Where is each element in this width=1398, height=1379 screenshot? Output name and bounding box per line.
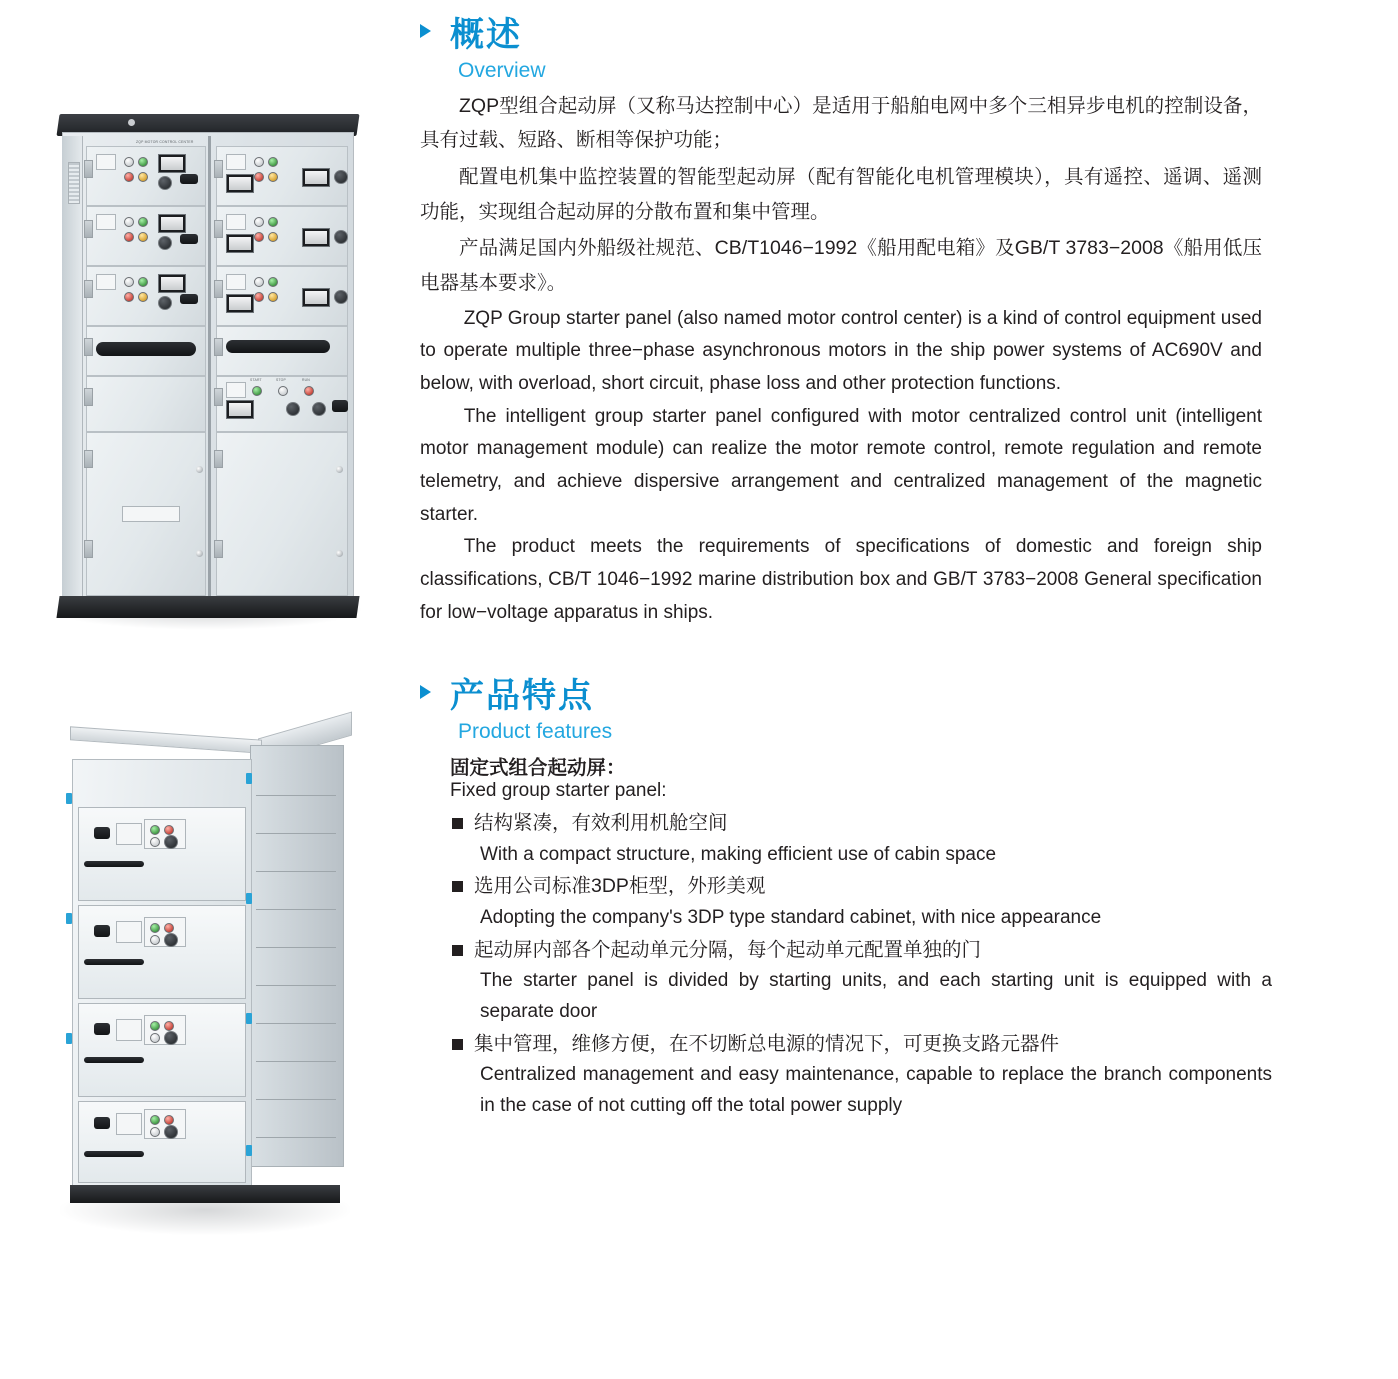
door-lock-knob[interactable] bbox=[196, 466, 203, 473]
cabinet-nameplate: ZQP MOTOR CONTROL CENTER bbox=[136, 140, 194, 144]
ammeter-face bbox=[229, 403, 251, 416]
feature-text-en: Adopting the company's 3DP type standard cabinet, with nice appearance bbox=[480, 906, 1102, 928]
panel-seam bbox=[256, 947, 336, 948]
indicator-lamp-red bbox=[254, 172, 264, 182]
feature-text-cn-wrapper bbox=[412, 1029, 1272, 1061]
door-hinge bbox=[214, 160, 223, 178]
unit-control-label-run: RUN bbox=[302, 378, 310, 382]
selector-switch[interactable] bbox=[158, 176, 172, 190]
ammeter-face bbox=[305, 231, 327, 244]
section-heading-product-features bbox=[412, 675, 1272, 718]
feature-text-cn: 选用公司标准3DP柜型，外形美观 bbox=[474, 875, 766, 898]
indicator-lamp-amber bbox=[268, 232, 278, 242]
indicator-lamp-red bbox=[164, 923, 174, 933]
indicator-lamp-red bbox=[124, 232, 134, 242]
latch-clip[interactable] bbox=[246, 773, 252, 784]
indicator-lamp-white bbox=[150, 1127, 160, 1137]
feature-text-cn: 起动屏内部各个起动单元分隔，每个起动单元配置单独的门 bbox=[474, 938, 982, 961]
unit-control-label-start: START bbox=[250, 378, 262, 382]
ventilation-louver bbox=[68, 162, 80, 204]
unit-label-plate bbox=[226, 274, 246, 290]
features-subtitle-en: Fixed group starter panel: bbox=[450, 779, 667, 801]
feature-text-cn-wrapper bbox=[412, 935, 1272, 967]
indicator-lamp-green bbox=[268, 217, 278, 227]
cabinet-base-plinth bbox=[70, 1185, 340, 1203]
feature-text-cn-wrapper bbox=[412, 871, 1272, 903]
indicator-lamp-red bbox=[164, 1021, 174, 1031]
indicator-lamp-white bbox=[150, 935, 160, 945]
latch-clip[interactable] bbox=[66, 913, 72, 924]
panel-seam bbox=[256, 1023, 336, 1024]
feature-text-cn: 结构紧凑，有效利用机舱空间 bbox=[474, 811, 728, 834]
panel-seam bbox=[256, 1061, 336, 1062]
indicator-lamp-green bbox=[138, 277, 148, 287]
selector-switch[interactable] bbox=[164, 1125, 178, 1139]
door-hinge bbox=[214, 338, 223, 356]
indicator-lamp-white bbox=[124, 277, 134, 287]
section-overview bbox=[412, 14, 1272, 629]
square-bullet-icon bbox=[452, 818, 463, 829]
paragraph-cn: 产品满足国内外船级社规范、CB/T1046−1992《船用配电箱》及GB/T 3783−2008《船用低压电器基本要求》。 bbox=[420, 237, 1262, 295]
unit-label-plate bbox=[226, 214, 246, 230]
indicator-lamp-amber bbox=[138, 172, 148, 182]
selector-switch[interactable] bbox=[286, 402, 300, 416]
ammeter-face bbox=[229, 237, 251, 250]
door-lock-knob[interactable] bbox=[336, 550, 343, 557]
selector-switch[interactable] bbox=[158, 236, 172, 250]
ammeter bbox=[158, 154, 186, 173]
breaker-handle[interactable] bbox=[94, 925, 110, 937]
paragraph-cn: 配置电机集中监控装置的智能型起动屏（配有智能化电机管理模块），具有遥控、遥调、遥测功能，实现组合起动屏的分散布置和集中管理。 bbox=[420, 165, 1262, 223]
panel-seam bbox=[256, 833, 336, 834]
feature-text-en: Centralized management and easy maintenance, capable to replace the branch components in the case of not cutting off the total power supply bbox=[480, 1064, 1272, 1117]
selector-switch[interactable] bbox=[164, 1031, 178, 1045]
indicator-lamp-red bbox=[124, 172, 134, 182]
indicator-lamp-white bbox=[254, 277, 264, 287]
ammeter bbox=[226, 400, 254, 419]
figure-column bbox=[0, 0, 400, 1379]
square-bullet-icon bbox=[452, 1039, 463, 1050]
unit-label-plate bbox=[96, 214, 116, 230]
indicator-lamp-white bbox=[254, 217, 264, 227]
ammeter-face bbox=[305, 291, 327, 304]
unit-label-plate bbox=[96, 274, 116, 290]
latch-clip[interactable] bbox=[246, 893, 252, 904]
panel-seam bbox=[256, 871, 336, 872]
paragraph-en: The intelligent group starter panel configured with motor centralized control unit (intelligent motor management module) can realize the motor remote control, remote regulation and remote telemetry, and achieve dispersive arrangement and centralized management of the magnetic starter. bbox=[420, 405, 1262, 525]
breaker-handle[interactable] bbox=[180, 294, 198, 304]
unit-label-plate bbox=[116, 921, 142, 943]
indicator-lamp-green bbox=[150, 1021, 160, 1031]
indicator-lamp-green bbox=[150, 1115, 160, 1125]
latch-clip[interactable] bbox=[246, 1145, 252, 1156]
indicator-lamp-amber bbox=[268, 172, 278, 182]
feature-item bbox=[412, 871, 1272, 933]
indicator-lamp-red bbox=[124, 292, 134, 302]
feature-item bbox=[412, 935, 1272, 1028]
selector-switch[interactable] bbox=[334, 230, 348, 244]
indicator-lamp-amber bbox=[138, 232, 148, 242]
indicator-lamp-red bbox=[254, 292, 264, 302]
unit-label-plate bbox=[226, 154, 246, 170]
door-pull-handle[interactable] bbox=[84, 1057, 144, 1063]
door-hinge bbox=[84, 540, 93, 558]
overview-body bbox=[412, 89, 1272, 630]
breaker-handle[interactable] bbox=[180, 174, 198, 184]
feature-text-cn: 集中管理，维修方便，在不切断总电源的情况下，可更换支路元器件 bbox=[474, 1032, 1060, 1055]
door-hinge bbox=[214, 388, 223, 406]
cabinet-roof-front bbox=[70, 726, 262, 753]
indicator-lamp-white bbox=[150, 1033, 160, 1043]
ammeter bbox=[302, 168, 330, 187]
door-hinge bbox=[84, 280, 93, 298]
unit-label-plate bbox=[116, 1113, 142, 1135]
selector-switch[interactable] bbox=[334, 290, 348, 304]
door-pull-handle[interactable] bbox=[84, 1151, 144, 1157]
cable-compartment-door[interactable] bbox=[216, 432, 348, 596]
unit-label-plate bbox=[116, 1019, 142, 1041]
door-hinge bbox=[84, 388, 93, 406]
door-hinge bbox=[214, 450, 223, 468]
selector-switch[interactable] bbox=[164, 933, 178, 947]
ammeter-face bbox=[305, 171, 327, 184]
unit-label-plate bbox=[226, 382, 246, 398]
unit-label-plate bbox=[116, 823, 142, 845]
door-pull-handle[interactable] bbox=[84, 861, 144, 867]
section-title-en: Product features bbox=[458, 719, 613, 743]
indicator-lamp-amber bbox=[268, 292, 278, 302]
selector-switch[interactable] bbox=[312, 402, 326, 416]
cabinet-base-plinth bbox=[56, 596, 359, 618]
selector-switch[interactable] bbox=[164, 835, 178, 849]
panel-seam bbox=[256, 1137, 336, 1138]
ammeter bbox=[226, 174, 254, 193]
latch-clip[interactable] bbox=[246, 1013, 252, 1024]
breaker-handle[interactable] bbox=[332, 400, 348, 412]
feature-item bbox=[412, 1029, 1272, 1122]
figure-group-starter-panel-perspective bbox=[60, 715, 350, 1245]
unit-control-label-stop: STOP bbox=[276, 378, 286, 382]
door-lock-knob[interactable] bbox=[196, 550, 203, 557]
identification-plate bbox=[122, 506, 180, 522]
door-lock-knob[interactable] bbox=[336, 466, 343, 473]
paragraph-en: ZQP Group starter panel (also named motor control center) is a kind of control equipment used to operate multiple three−phase asynchronous motors in the ship power systems of AC690V and below, with overload, short circuit, phase loss and other protection functions. bbox=[420, 307, 1262, 395]
square-bullet-icon bbox=[452, 881, 463, 892]
starter-unit-door[interactable] bbox=[86, 376, 206, 432]
panel-seam bbox=[256, 985, 336, 986]
indicator-lamp-white bbox=[124, 217, 134, 227]
indicator-lamp-red bbox=[304, 386, 314, 396]
ammeter-face bbox=[229, 177, 251, 190]
ammeter bbox=[302, 288, 330, 307]
door-hinge bbox=[84, 338, 93, 356]
section-heading-overview bbox=[412, 14, 1272, 57]
cabinet-side-panel bbox=[62, 136, 83, 600]
ammeter-face bbox=[161, 217, 183, 230]
indicator-lamp-white bbox=[150, 837, 160, 847]
door-pull-handle[interactable] bbox=[96, 342, 196, 356]
breaker-handle[interactable] bbox=[94, 1023, 110, 1035]
indicator-lamp-red bbox=[164, 1115, 174, 1125]
ammeter-face bbox=[161, 277, 183, 290]
indicator-lamp-white bbox=[124, 157, 134, 167]
door-hinge bbox=[214, 280, 223, 298]
panel-seam bbox=[256, 795, 336, 796]
selector-switch[interactable] bbox=[158, 296, 172, 310]
features-subtitle-cn: 固定式组合起动屏： bbox=[450, 756, 626, 779]
triangle-bullet-icon bbox=[420, 685, 431, 699]
indicator-lamp-green bbox=[268, 277, 278, 287]
cabinet-center-divider bbox=[208, 136, 211, 600]
selector-switch[interactable] bbox=[334, 170, 348, 184]
square-bullet-icon bbox=[452, 945, 463, 956]
indicator-lamp-green bbox=[138, 217, 148, 227]
indicator-lamp-white bbox=[278, 386, 288, 396]
door-hinge bbox=[84, 220, 93, 238]
indicator-lamp-red bbox=[254, 232, 264, 242]
ammeter bbox=[226, 294, 254, 313]
paragraph-en: The product meets the requirements of specifications of domestic and foreign ship classifications, CB/T 1046−1992 marine distribution box and GB/T 3783−2008 General specification for low−voltage apparatus in ships. bbox=[420, 536, 1262, 623]
content-column bbox=[412, 0, 1272, 1123]
indicator-lamp-red bbox=[164, 825, 174, 835]
ammeter bbox=[158, 214, 186, 233]
breaker-handle[interactable] bbox=[180, 234, 198, 244]
section-title-cn: 产品特点 bbox=[450, 677, 594, 716]
paragraph-cn: ZQP型组合起动屏（又称马达控制中心）是适用于船舶电网中多个三相异步电机的控制设备，具有过载、短路、断相等保护功能； bbox=[420, 94, 1262, 152]
door-hinge bbox=[214, 540, 223, 558]
feature-item bbox=[412, 808, 1272, 870]
indicator-lamp-green bbox=[138, 157, 148, 167]
cabinet-side-wall bbox=[250, 745, 344, 1167]
section-product-features bbox=[412, 675, 1272, 1121]
indicator-lamp-green bbox=[268, 157, 278, 167]
door-pull-handle[interactable] bbox=[226, 340, 330, 353]
section-title-cn: 概述 bbox=[450, 16, 522, 54]
breaker-handle[interactable] bbox=[94, 1117, 110, 1129]
feature-text-cn-wrapper bbox=[412, 808, 1272, 840]
feature-text-en: The starter panel is divided by starting units, and each starting unit is equipped with a separate door bbox=[480, 970, 1272, 1022]
section-title-en: Overview bbox=[458, 58, 546, 82]
door-hinge bbox=[84, 450, 93, 468]
indicator-lamp-white bbox=[254, 157, 264, 167]
panel-seam bbox=[256, 909, 336, 910]
triangle-bullet-icon bbox=[420, 24, 431, 38]
breaker-handle[interactable] bbox=[94, 827, 110, 839]
ammeter-face bbox=[229, 297, 251, 310]
ammeter-face bbox=[161, 157, 183, 170]
feature-text-en: With a compact structure, making efficient use of cabin space bbox=[480, 843, 997, 865]
ammeter bbox=[302, 228, 330, 247]
indicator-lamp-green bbox=[150, 825, 160, 835]
door-hinge bbox=[84, 160, 93, 178]
unit-label-plate bbox=[96, 154, 116, 170]
door-hinge bbox=[214, 220, 223, 238]
indicator-lamp-amber bbox=[138, 292, 148, 302]
indicator-lamp-green bbox=[150, 923, 160, 933]
cabinet-top-bolt bbox=[128, 119, 135, 126]
latch-clip[interactable] bbox=[66, 793, 72, 804]
ammeter bbox=[226, 234, 254, 253]
latch-clip[interactable] bbox=[66, 1033, 72, 1044]
figure-fixed-group-starter-panel bbox=[40, 110, 370, 635]
door-pull-handle[interactable] bbox=[84, 959, 144, 965]
ammeter bbox=[158, 274, 186, 293]
panel-seam bbox=[256, 1099, 336, 1100]
indicator-lamp-green bbox=[252, 386, 262, 396]
